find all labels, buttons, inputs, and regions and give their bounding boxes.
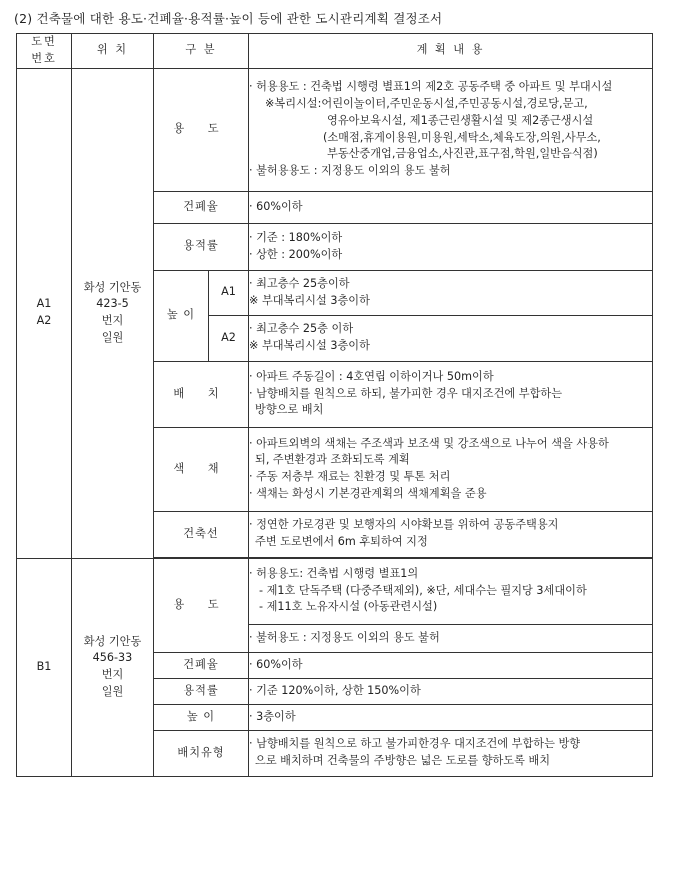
content-line: · 아파트 주동길이 : 4호연립 이하이거나 50m이하: [249, 369, 494, 383]
location-b-line: 화성 기안동: [83, 634, 142, 648]
table-row: [17, 68, 653, 191]
category-far-b: 용적률: [154, 678, 249, 704]
content-line: · 기준 120%이하, 상한 150%이하: [249, 683, 421, 697]
content-line: · 상한 : 200%이하: [249, 247, 343, 261]
location-b-line: 일원: [101, 684, 124, 698]
content-line: · 최고층수 25층 이하: [249, 322, 354, 336]
header-content: 계 획 내 용: [249, 34, 653, 69]
content-line: 방향으로 배치: [255, 403, 324, 417]
category-coverage-b: 건폐율: [154, 652, 249, 678]
category-use-b: 용 도: [154, 558, 249, 652]
content-height-a2: [249, 315, 653, 361]
location-b-line: 번지: [101, 668, 124, 682]
content-line: · 정연한 가로경관 및 보행자의 시야확보를 위하여 공동주택용지: [249, 518, 559, 532]
category-layout: 배 치: [154, 361, 249, 427]
map-code-b1: B1: [17, 558, 72, 776]
content-layout: [249, 361, 653, 427]
header-map-number-line2: 번호: [31, 51, 57, 65]
content-line: ※복리시설:어린이놀이터,주민운동시설,주민공동시설,경로당,문고,: [265, 97, 588, 110]
table-row: [17, 558, 653, 624]
location-a: [72, 68, 154, 558]
content-line: · 60%이하: [249, 199, 303, 213]
content-coverage: [249, 191, 653, 223]
content-line: · 남향배치를 원칙으로 하되, 불가피한 경우 대지조건에 부합하는: [249, 386, 563, 400]
content-line: · 허용용도 : 건축법 시행령 별표1의 제2호 공동주택 중 아파트 및 부대시설: [249, 80, 613, 94]
header-location: 위 치: [72, 34, 154, 69]
content-far-b: [249, 678, 653, 704]
content-line: · 60%이하: [249, 657, 303, 671]
content-line: · 불허용용도 : 지정용도 이외의 용도 불허: [249, 164, 451, 178]
content-use-b: [249, 558, 653, 624]
location-b: [72, 558, 154, 776]
content-building-line: [249, 511, 653, 557]
header-map-number: [17, 34, 72, 69]
category-far: 용적률: [154, 223, 249, 270]
sub-category-a2: A2: [209, 315, 249, 361]
category-layout-b: 배치유형: [154, 730, 249, 776]
content-line: · 색채는 화성시 기본경관계획의 색채계획을 준용: [249, 486, 487, 500]
category-use: 용 도: [154, 68, 249, 191]
content-line: · 허용용도: 건축법 시행령 별표1의: [249, 566, 419, 580]
category-height: 높 이: [154, 270, 209, 361]
content-line: 부동산중개업,금융업소,사진관,표구점,학원,일반음식점): [327, 147, 598, 161]
category-color: 색 채: [154, 427, 249, 511]
location-a-line: 번지: [101, 314, 124, 328]
header-map-number-line1: 도면: [31, 35, 57, 48]
content-height-a1: [249, 270, 653, 315]
content-line: · 불허용도 : 지정용도 이외의 용도 불허: [249, 630, 440, 644]
content-line: (소매점,휴게이용원,미용원,세탁소,체육도장,의원,사무소,: [323, 130, 601, 144]
content-height-b: [249, 704, 653, 730]
location-a-line: 화성 기안동: [83, 280, 142, 294]
category-coverage: 건폐율: [154, 191, 249, 223]
content-line: · 주동 저층부 재료는 친환경 및 투톤 처리: [249, 470, 451, 484]
content-line: · 남향배치를 원칙으로 하고 불가피한경우 대지조건에 부합하는 방향: [249, 737, 581, 751]
content-color: [249, 427, 653, 511]
content-line: 영유아보육시설, 제1종근린생활시설 및 제2종근생시설: [327, 113, 594, 127]
header-category: 구 분: [154, 34, 249, 69]
content-line: 되, 주변환경과 조화되도록 계획: [255, 453, 410, 467]
content-line: · 아파트외벽의 색채는 주조색과 보조색 및 강조색으로 나누어 색을 사용하: [249, 436, 609, 450]
sub-category-a1: A1: [209, 270, 249, 315]
content-line: - 제1호 단독주택 (다중주택제외), ※단, 세대수는 필지당 3세대이하: [259, 583, 587, 597]
location-a-line: 423-5: [96, 297, 129, 311]
map-code-a1: A1: [36, 297, 52, 311]
content-coverage-b: [249, 652, 653, 678]
map-code-a2: A2: [36, 314, 52, 328]
content-far: [249, 223, 653, 270]
location-a-line: 일원: [101, 330, 124, 344]
content-line: - 제11호 노유자시설 (아동관련시설): [259, 600, 438, 614]
plan-table: [16, 33, 653, 777]
content-line: ※ 부대복리시설 3층이하: [249, 339, 370, 353]
document-title: (2) 건축물에 대한 용도·건폐율·용적률·높이 등에 관한 도시관리계획 결정조서: [14, 11, 443, 26]
content-line: · 기준 : 180%이하: [249, 230, 343, 244]
category-height-b: 높 이: [154, 704, 249, 730]
content-use-b-prohibited: [249, 624, 653, 652]
content-line: 으로 배치하며 건축물의 주방향은 넓은 도로를 향하도록 배치: [255, 754, 551, 768]
map-code-a: [17, 68, 72, 558]
content-line: ※ 부대복리시설 3층이하: [249, 293, 370, 307]
category-building-line: 건축선: [154, 511, 249, 557]
location-b-line: 456-33: [92, 651, 133, 665]
content-layout-b: [249, 730, 653, 776]
content-line: 주변 도로변에서 6m 후퇴하여 지정: [255, 535, 428, 549]
content-line: · 3층이하: [249, 709, 296, 723]
header-row: [17, 34, 653, 69]
content-use: [249, 68, 653, 191]
content-line: · 최고층수 25층이하: [249, 276, 350, 290]
